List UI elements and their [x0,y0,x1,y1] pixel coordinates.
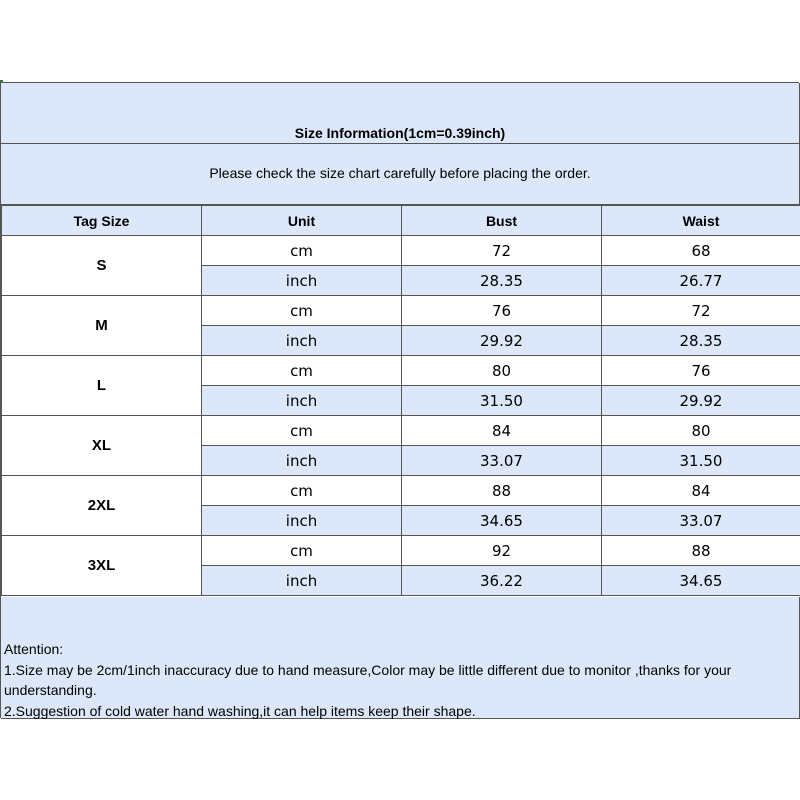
waist-cell: 29.92 [602,386,800,416]
header-tag-size: Tag Size [2,206,202,236]
header-waist: Waist [602,206,800,236]
notice-text: Please check the size chart carefully before placing the order. [209,165,591,181]
table-row [2,416,800,446]
unit-cell: cm [202,236,402,266]
header-unit: Unit [202,206,402,236]
unit-cell: cm [202,536,402,566]
unit-cell: inch [202,326,402,356]
bust-cell: 80 [402,356,602,386]
waist-cell: 72 [602,296,800,326]
tag-size-cell: 3XL [2,536,202,596]
unit-cell: inch [202,386,402,416]
unit-cell: cm [202,356,402,386]
bust-cell: 88 [402,476,602,506]
tag-size-cell: XL [2,416,202,476]
bust-cell: 84 [402,416,602,446]
bust-cell: 31.50 [402,386,602,416]
notes-line-2: 2.Suggestion of cold water hand washing,it can help items keep their shape. [4,702,476,719]
bust-cell: 34.65 [402,506,602,536]
table-row [2,476,800,506]
page-title: Size Information(1cm=0.39inch) [294,125,506,141]
notice-band [1,144,800,205]
table-header-row [2,206,800,236]
waist-cell: 80 [602,416,800,446]
unit-cell: cm [202,476,402,506]
bust-cell: 72 [402,236,602,266]
bust-cell: 29.92 [402,326,602,356]
waist-cell: 34.65 [602,566,800,596]
unit-cell: inch [202,446,402,476]
tag-size-cell: L [2,356,202,416]
tag-size-cell: S [2,236,202,296]
waist-cell: 84 [602,476,800,506]
unit-cell: inch [202,566,402,596]
bust-cell: 28.35 [402,266,602,296]
notes-line-1: 1.Size may be 2cm/1inch inaccuracy due to hand measure,Color may be little different due to monitor ,thanks for your understanding. [4,661,732,698]
bust-cell: 36.22 [402,566,602,596]
bust-cell: 76 [402,296,602,326]
waist-cell: 28.35 [602,326,800,356]
size-table [1,205,800,596]
waist-cell: 26.77 [602,266,800,296]
header-bust: Bust [402,206,602,236]
waist-cell: 33.07 [602,506,800,536]
table-row [2,236,800,266]
notes-band [1,597,800,719]
table-row [2,296,800,326]
unit-cell: inch [202,266,402,296]
waist-cell: 31.50 [602,446,800,476]
unit-cell: cm [202,416,402,446]
title-band [1,83,800,144]
waist-cell: 76 [602,356,800,386]
bust-cell: 92 [402,536,602,566]
notes-heading: Attention: [4,641,64,657]
size-chart-sheet [0,82,799,718]
table-row [2,536,800,566]
attention-notes [4,639,799,721]
tag-size-cell: 2XL [2,476,202,536]
unit-cell: cm [202,296,402,326]
waist-cell: 88 [602,536,800,566]
waist-cell: 68 [602,236,800,266]
unit-cell: inch [202,506,402,536]
bust-cell: 33.07 [402,446,602,476]
table-row [2,356,800,386]
tag-size-cell: M [2,296,202,356]
